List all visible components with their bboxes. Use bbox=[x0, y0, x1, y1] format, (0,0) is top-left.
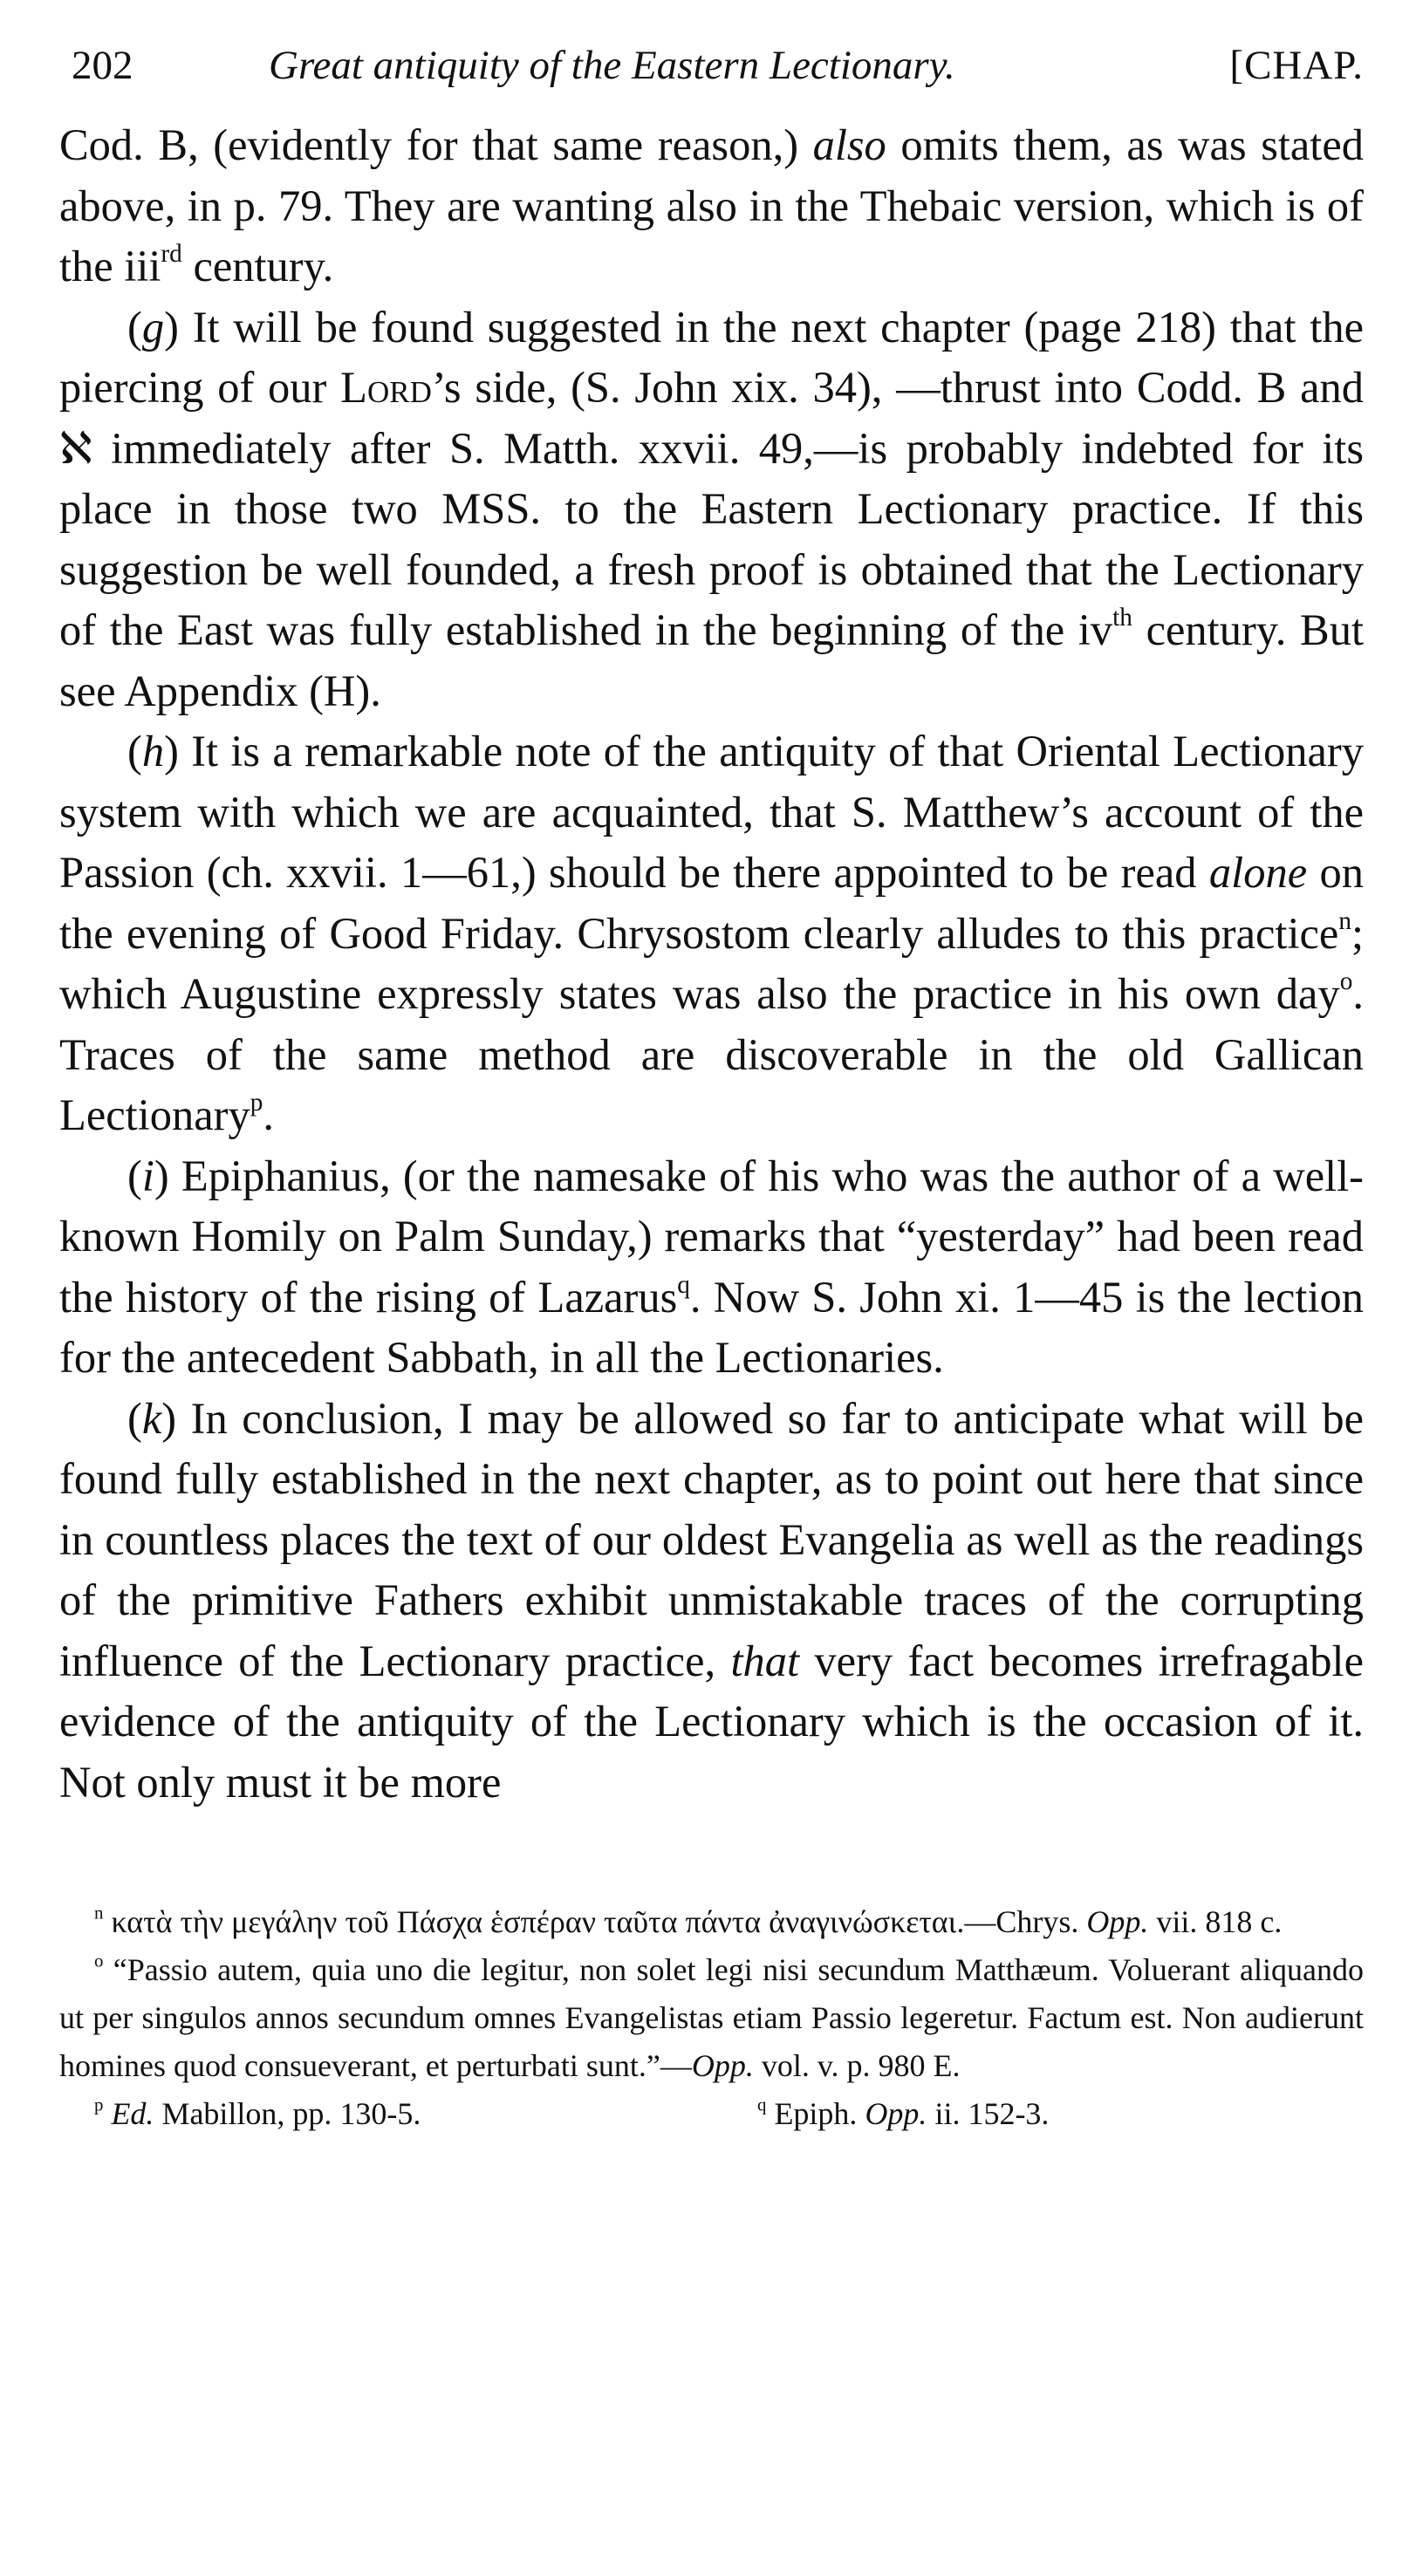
footnotes bbox=[59, 1898, 1364, 2138]
footnote-p: $^p$ Ed. Mabillon, pp. 130-5. bbox=[94, 2094, 421, 2131]
body-text bbox=[59, 115, 1364, 1813]
footnote-n: $^n$ κατὰ τὴν μεγάλην τοῦ Πάσχα ἑσπέραν ταῦτα πάντα ἀναγινώσκεται.—Chrys. Opp. vii. 818 c. bbox=[94, 1902, 1283, 1939]
paragraph-g: (g) It will be found suggested in the next chapter (page 218) that the piercing of our Lord’s side, (S. John xix. 34), —thrust into Codd. B and ℵ immediately after S. Matth. xxvii. 49,—is probably indebted for its place in those two MSS. to the Eastern Lectionary practice. If this suggestion be well founded, a fresh proof is obtained that the Lectionary of the East was fully established in the beginning of the $iv^{th}$ century. But see Appendix (H). bbox=[59, 302, 1365, 715]
paragraph-continuation: Cod. B, (evidently for that same reason,) also omits them, as was stated above, in p. 79. They are wanting also in the Thebaic version, which is of the iii$^{rd}$ century. bbox=[59, 120, 1364, 290]
footnote-gap bbox=[59, 1813, 1364, 1898]
footnote-q: $^q$ Epiph. Opp. ii. 152-3. bbox=[757, 2094, 1050, 2131]
running-title: Great antiquity of the Eastern Lectionary. bbox=[269, 43, 955, 88]
footnote-ref-o: o bbox=[1339, 967, 1353, 996]
footnote-ref-q: q bbox=[677, 1270, 690, 1299]
paragraph-i: (i) Epiphanius, (or the namesake of his who was the author of a well-known Homily on Palm Sunday,) remarks that “yesterday” had been read the history of the rising of Lazarus$^q$. Now S. John xi. 1—45 is the lection for the antecedent Sabbath, in all the Lectionaries. bbox=[59, 1151, 1364, 1382]
footnote-o: $^o$ “Passio autem, quia uno die legitur, non solet legi nisi secundum Matthæum. Voluerant aliquando ut per singulos annos secundum omnes Evangelistas etiam Passio legeretur. Factum est. Non audierunt homines quod consueverant, et perturbati sunt.”—Opp. vol. v. p. 980 E. bbox=[59, 1950, 1364, 2083]
page-number: 202 bbox=[72, 43, 133, 88]
footnote-ref-p: p bbox=[250, 1089, 263, 1117]
running-header bbox=[59, 35, 1364, 96]
chapter-marker: [CHAP. bbox=[1229, 43, 1364, 88]
footnote-row bbox=[59, 2090, 1364, 2138]
footnote-ref-n: n bbox=[1338, 906, 1351, 935]
paragraph-h: (h) It is a remarkable note of the antiquity of that Oriental Lectionary system with which we are acquainted, that S. Matthew’s account of the Passion (ch. xxvii. 1—61,) should be there appointed to be read alone on the evening of Good Friday. Chrysostom clearly alludes to this practice$^n$; which Augustine expressly states was also the practice in his own day$^o$. Traces of the same method are discoverable in the old Gallican Lectionary$^p$. bbox=[59, 727, 1364, 1139]
paragraph-k: (k) In conclusion, I may be allowed so far to anticipate what will be found fully established in the next chapter, as to point out here that since in countless places the text of our oldest Evangelia as well as the readings of the primitive Fathers exhibit unmistakable traces of the corrupting influence of the Lectionary practice, that very fact becomes irrefragable evidence of the antiquity of the Lectionary which is the occasion of it. Not only must it be more bbox=[59, 1393, 1364, 1807]
